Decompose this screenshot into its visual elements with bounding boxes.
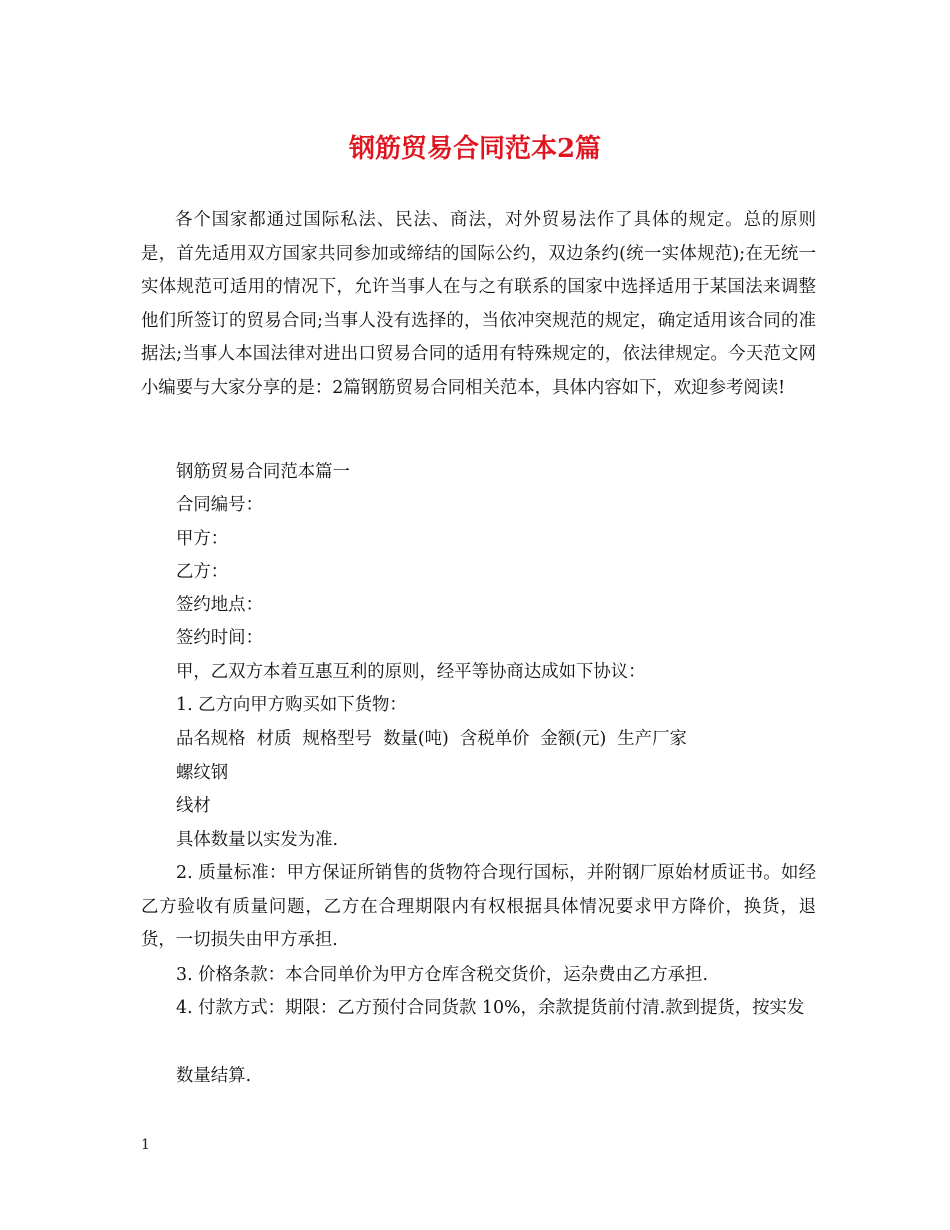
goods-row: 线材 [176,796,211,816]
section-heading: 钢筋贸易合同范本篇一 [176,462,350,482]
document-title: 钢筋贸易合同范本2篇 [348,134,602,164]
goods-table-header: 品名规格 材质 规格型号 数量(吨) 含税单价 金额(元) 生产厂家 [176,729,687,749]
field-contract-no: 合同编号： [176,495,263,515]
field-sign-time: 签约时间： [176,628,263,648]
goods-row: 螺纹钢 [176,763,229,783]
field-sign-place: 签约地点： [176,595,263,615]
page-number: 1 [141,1137,150,1153]
clause-2: 2. 质量标准：甲方保证所销售的货物符合现行国标，并附钢厂原始材质证书。如经乙方验收有质量问题，乙方在合理期限内有权根据具体情况要求甲方降价，换货，退货，一切损失由甲方承担. [141,863,816,950]
field-party-b: 乙方： [176,562,229,582]
field-party-a: 甲方： [176,529,229,549]
agreement-intro: 甲，乙双方本着互惠互利的原则，经平等协商达成如下协议： [176,662,646,682]
clause-1: 1. 乙方向甲方购买如下货物： [176,695,407,715]
clause-3: 3. 价格条款：本合同单价为甲方仓库含税交货价，运杂费由乙方承担. [176,965,708,985]
clause-4: 4. 付款方式：期限：乙方预付合同货款 10%，余款提货前付清.款到提货，按实发 [176,998,805,1018]
quantity-note: 具体数量以实发为准. [176,830,339,850]
clause-4-continuation: 数量结算. [176,1066,252,1086]
intro-paragraph: 各个国家都通过国际私法、民法、商法，对外贸易法作了具体的规定。总的原则是，首先适用双方国家共同参加或缔结的国际公约，双边条约(统一实体规范);在无统一实体规范可适用的情况下，允许当事人在与之有联系的国家中选择适用于某国法来调整他们所签订的贸易合同;当事人没有选择的，当依冲突规范的规定，确定适用该合同的准据法;当事人本国法律对进出口贸易合同的适用有特殊规定的，依法律规定。今天范文网小编要与大家分享的是：2篇钢筋贸易合同相关范本，具体内容如下，欢迎参考阅读! [141,210,816,398]
